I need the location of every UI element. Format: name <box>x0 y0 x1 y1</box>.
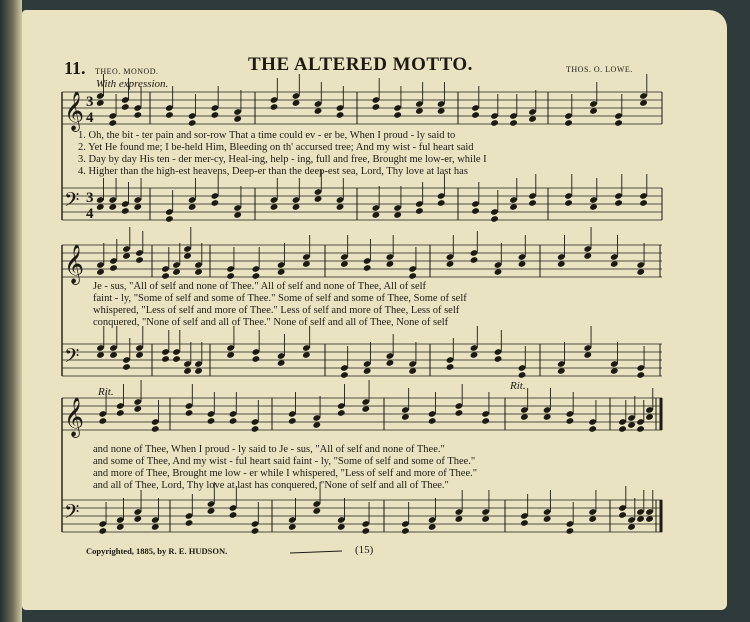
note-head <box>336 111 345 119</box>
note-head <box>185 519 194 527</box>
note-head <box>490 119 499 127</box>
note-head <box>455 409 464 417</box>
note-head <box>528 199 537 207</box>
note-head <box>636 425 645 433</box>
lyric-line: whispered, "Less of self and more of Thee." Less of self and more of Thee, Less of self <box>93 305 460 316</box>
hymn-number: 11. <box>64 58 86 78</box>
lyrics-system-2 <box>93 281 467 329</box>
note-head <box>564 119 573 127</box>
lyrics-system-1 <box>78 130 487 178</box>
note-head <box>415 207 424 215</box>
note-head <box>614 199 623 207</box>
note-head <box>408 272 417 280</box>
note-head <box>165 215 174 223</box>
note-head <box>211 199 220 207</box>
note-head <box>121 103 130 111</box>
note-head <box>229 417 238 425</box>
lyric-line: 2. Yet He found me; I be-held Him, Bleeding on th' accursed tree; And my wist - ful heart said <box>78 142 474 153</box>
note-head <box>172 355 181 363</box>
lyric-line: and more of Thee, Brought me low - er while I whispered, "Less of self and more of Thee." <box>93 468 478 479</box>
note-head <box>133 111 142 119</box>
note-head <box>361 527 370 535</box>
lyric-line: 3. Day by day His ten - der mer-cy, Heal-ing, help - ing, full and free, Brought me low-er, while I <box>78 154 487 165</box>
bass-clef-icon: 𝄢 <box>64 188 80 216</box>
note-head <box>614 119 623 127</box>
ritardando-marking: Rit. <box>98 386 114 398</box>
lyric-line: and some of Thee, And my wist - ful heart said faint - ly, "Some of self and some of Thee." <box>93 456 476 467</box>
note-head <box>207 417 216 425</box>
note-head <box>165 111 174 119</box>
time-signature: 3 <box>86 94 94 110</box>
note-head <box>211 111 220 119</box>
lyric-line: and none of Thee, When I proud - ly said to Je - sus, "All of self and none of Thee." <box>93 444 445 455</box>
note-head <box>490 215 499 223</box>
note-head <box>252 355 261 363</box>
note-head <box>109 264 118 272</box>
lyric-line: 1. Oh, the bit - ter pain and sor-row That a time could ev - er be, When I proud - ly said to <box>78 130 456 141</box>
note-head <box>252 272 261 280</box>
note-head <box>636 371 645 379</box>
note-head <box>520 519 529 527</box>
note-head <box>401 527 410 535</box>
note-head <box>518 371 527 379</box>
time-signature: 4 <box>86 206 94 222</box>
lyric-line: and all of Thee, Lord, Thy love at last has conquered, "None of self and all of Thee." <box>93 480 449 491</box>
note-head <box>151 425 160 433</box>
note-head <box>135 256 144 264</box>
note-head <box>337 409 346 417</box>
page-number: (15) <box>355 544 374 556</box>
note-head <box>122 363 131 371</box>
note-head <box>566 527 575 535</box>
note-head <box>471 111 480 119</box>
note-head <box>121 207 130 215</box>
lyrics-system-3 <box>93 444 477 492</box>
note-head <box>393 111 402 119</box>
lyric-line: faint - ly, "Some of self and some of Thee." Some of self and some of Thee, Some of self <box>93 293 467 304</box>
note-head <box>270 103 279 111</box>
note-head <box>494 355 503 363</box>
note-head <box>618 511 627 519</box>
tempo-marking: With expression. <box>96 78 169 90</box>
author-credit: THOS. O. LOWE. <box>566 65 633 74</box>
note-head <box>161 272 170 280</box>
note-head <box>618 425 627 433</box>
bass-clef-icon: 𝄢 <box>64 344 80 372</box>
note-head <box>340 371 349 379</box>
note-head <box>251 527 260 535</box>
note-head <box>116 409 125 417</box>
treble-clef-icon: 𝄞 <box>64 244 85 284</box>
note-head <box>471 207 480 215</box>
footer-rule <box>290 551 342 553</box>
note-head <box>288 417 297 425</box>
note-head <box>509 119 518 127</box>
note-head <box>639 199 648 207</box>
note-head <box>564 199 573 207</box>
note-head <box>437 199 446 207</box>
treble-clef-icon: 𝄞 <box>64 91 85 131</box>
composer-credit: THEO. MONOD. <box>95 67 159 76</box>
ritardando-marking: Rit. <box>510 380 526 392</box>
bass-clef-icon: 𝄢 <box>64 500 80 528</box>
lyric-line: conquered, "None of self and all of Thee." None of self and all of Thee, None of self <box>93 317 449 328</box>
note-head <box>251 425 260 433</box>
note-head <box>98 527 107 535</box>
note-head <box>588 425 597 433</box>
note-head <box>161 355 170 363</box>
treble-clef-icon: 𝄞 <box>64 397 85 437</box>
note-head <box>566 417 575 425</box>
note-head <box>363 264 372 272</box>
time-signature: 3 <box>86 190 94 206</box>
note-head <box>229 511 238 519</box>
note-head <box>372 103 381 111</box>
note-head <box>481 417 490 425</box>
lyric-line: 4. Higher than the high-est heavens, Deep-er than the deep-est sea, Lord, Thy love at last has <box>78 166 468 177</box>
note-head <box>428 417 437 425</box>
time-signature: 4 <box>86 110 94 126</box>
copyright-notice: Copyrighted, 1885, by R. E. HUDSON. <box>86 546 228 556</box>
note-head <box>98 417 107 425</box>
lyric-line: Je - sus, "All of self and none of Thee." All of self and none of Thee, All of self <box>93 281 427 292</box>
note-head <box>446 363 455 371</box>
note-head <box>470 256 479 264</box>
note-head <box>108 119 117 127</box>
note-head <box>185 409 194 417</box>
note-head <box>188 119 197 127</box>
hymn-title: THE ALTERED MOTTO. <box>248 54 473 75</box>
note-head <box>226 272 235 280</box>
